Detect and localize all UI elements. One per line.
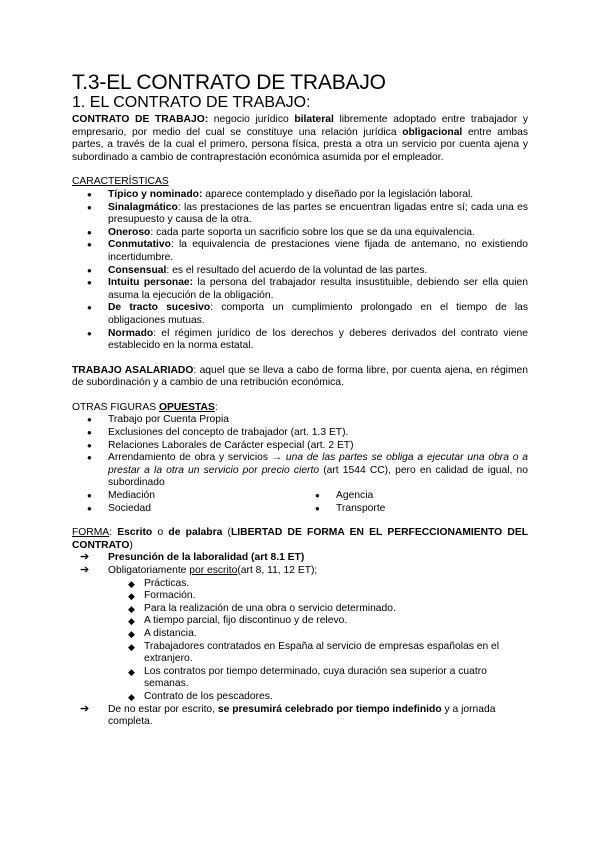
list-item: ◆ Para la realización de una obra o servicio determinado. xyxy=(128,602,396,614)
list-item: ● Sinalagmático: las prestaciones de las partes se encuentran ligadas entre sí; cada una es presupuesto y causa de la otra. xyxy=(72,202,528,227)
list-item: ➔ De no estar por escrito, se presumirá celebrado por tiempo indefinido y a jornada completa. xyxy=(80,702,496,728)
list-item: ● Exclusiones del concepto de trabajador (art. 1.3 ET). xyxy=(72,427,528,440)
list-item: ◆ A tiempo parcial, fijo discontinuo y de relevo. xyxy=(128,615,348,627)
arrow-icon: ➔ xyxy=(80,551,90,564)
list-item: ◆ Los contratos por tiempo determinado, cuya duración sea superior a cuatro semanas. xyxy=(128,665,487,690)
list-item: ◆ Formación. xyxy=(128,590,196,602)
caracteristicas-list xyxy=(72,189,528,353)
asalariado-paragraph: TRABAJO ASALARIADO: aquel que se lleva a cabo de forma libre, por cuenta ajena, en régimen de subordinación y a cambio de una retribución económica. xyxy=(72,364,528,389)
list-item: ● Típico y nominado: aparece contemplado y diseñado por la legislación laboral. xyxy=(72,189,528,202)
list-item: ● Arrendamiento de obra y servicios → una de las partes se obliga a ejecutar una obra o a prestar a la otra un servicio por precio cierto (art 1544 CC), pero en calidad de igual, no subordinado xyxy=(72,452,528,490)
definition-paragraph: CONTRATO DE TRABAJO: negocio jurídico bilateral libremente adoptado entre trabajador y empresario, por medio del cual se constituye una relación jurídica obligacional entre ambas partes, a través de la cual el primero, persona física, presta a otra un servicio por cuenta ajena y subordinado a cambio de contraprestación económica asumida por el empleador. xyxy=(72,114,528,163)
arrow-icon: ➔ xyxy=(80,564,90,576)
opuestas-list xyxy=(72,414,528,490)
definition-term: CONTRATO DE TRABAJO: xyxy=(72,114,209,125)
diamond-bullet-icon: ◆ xyxy=(128,691,135,702)
list-item: ◆ Prácticas. xyxy=(128,577,190,589)
list-item: ➔ Presunción de la laboralidad (art 8.1 ET) xyxy=(80,551,305,564)
list-item: ● Sociedad xyxy=(72,503,300,516)
list-item: ● Normado: el régimen jurídico de los derechos y deberes derivados del contrato viene establecido en la norma estatal. xyxy=(72,328,528,353)
caracteristicas-heading: CARACTERÍSTICAS xyxy=(72,176,169,188)
list-item: ● Agencia xyxy=(300,490,528,503)
list-item: ● Mediación xyxy=(72,490,300,503)
list-item: ● Transporte xyxy=(300,503,528,516)
list-item: ● De tracto sucesivo: comporta un cumplimiento prolongado en el tiempo de las obligaciones mutuas. xyxy=(72,302,528,327)
list-item: ◆ A distancia. xyxy=(128,627,197,639)
opuestas-two-column-list xyxy=(72,490,528,515)
diamond-bullet-icon: ◆ xyxy=(128,578,135,589)
asalariado-term: TRABAJO ASALARIADO xyxy=(72,364,194,376)
list-item: ● Trabajo por Cuenta Propia xyxy=(72,414,528,427)
diamond-bullet-icon: ◆ xyxy=(128,628,135,639)
forma-paragraph: FORMA: Escrito o de palabra (LIBERTAD DE FORMA EN EL PERFECCIONAMIENTO DEL CONTRATO) xyxy=(72,527,529,551)
list-item: ◆ Contrato de los pescadores. xyxy=(128,690,273,702)
list-item: ● Conmutativo: la equivalencia de prestaciones viene fijada de antemano, no existiendo incertidumbre. xyxy=(72,239,528,264)
list-item: ● Intuitu personae: la persona del trabajador resulta insustituible, debiendo ser ella quien asuma la ejecución de la obligación. xyxy=(72,277,528,302)
forma-escrito-list xyxy=(72,578,528,704)
forma-arrow-list-end xyxy=(72,704,528,729)
document-title: T.3-EL CONTRATO DE TRABAJO xyxy=(72,71,386,94)
list-item: ➔ Obligatoriamente por escrito(art 8, 11, 12 ET); xyxy=(80,564,318,576)
section-heading: 1. EL CONTRATO DE TRABAJO: xyxy=(72,94,311,111)
diamond-bullet-icon: ◆ xyxy=(128,641,135,652)
diamond-bullet-icon: ◆ xyxy=(128,616,135,627)
list-item: ● Relaciones Laborales de Carácter especial (art. 2 ET) xyxy=(72,440,528,453)
list-item: ● Oneroso: cada parte soporta un sacrificio sobre los que se da una equivalencia. xyxy=(72,227,528,240)
arrow-icon: ➔ xyxy=(80,702,90,715)
diamond-bullet-icon: ◆ xyxy=(128,603,135,614)
forma-label: FORMA xyxy=(72,527,110,539)
diamond-bullet-icon: ◆ xyxy=(128,591,135,602)
opuestas-heading: OTRAS FIGURAS OPUESTAS: xyxy=(72,401,218,413)
forma-arrow-list xyxy=(72,552,528,577)
list-item: ◆ Trabajadores contratados en España al servicio de empresas españolas en el extranjero. xyxy=(128,640,500,665)
diamond-bullet-icon: ◆ xyxy=(128,666,135,677)
list-item: ● Consensual: es el resultado del acuerdo de la voluntad de las partes. xyxy=(72,265,528,278)
